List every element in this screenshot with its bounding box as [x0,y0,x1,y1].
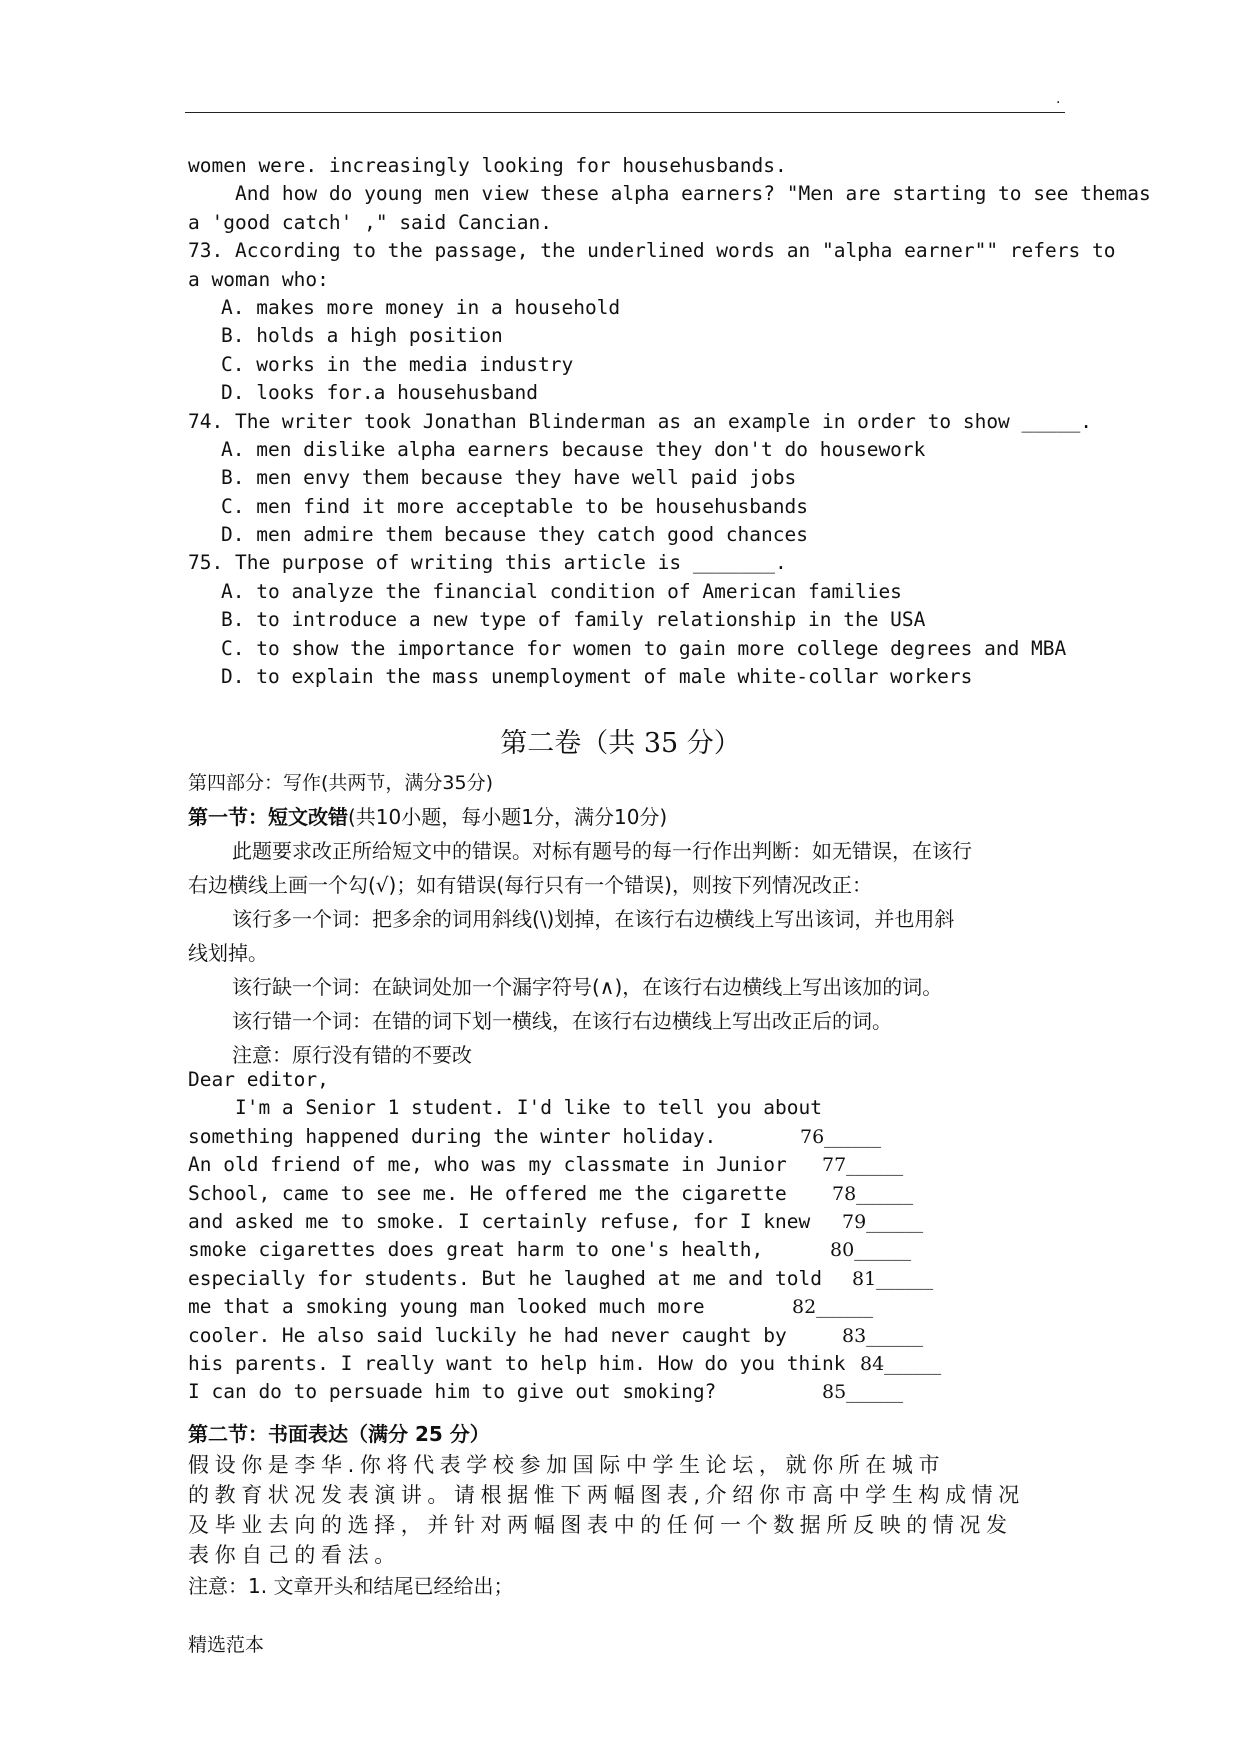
letter-text: me that a smoking young man looked much more [188,1295,705,1319]
instruction-line: 该行缺一个词：在缺词处加一个漏字符号(∧)，在该行右边横线上写出该加的词。 [232,975,943,999]
passage-line: a 'good catch' ," said Cancian. [188,210,552,234]
letter-line [188,1208,1068,1236]
letter-text: School, came to see me. He offered me the cigarette [188,1181,787,1205]
letter-text: especially for students. But he laughed at me and told [188,1266,822,1290]
answer-blank-79[interactable]: 79______ [842,1210,924,1233]
letter-text: An old friend of me, who was my classmate in Junior [188,1153,787,1177]
question-74-option-a: A. men dislike alpha earners because they don't do housework [221,437,926,461]
instruction-line: 右边横线上画一个勾(√)；如有错误(每行只有一个错误)，则按下列情况改正： [188,873,872,897]
instruction-line: 该行多一个词：把多余的词用斜线(\)划掉，在该行右边横线上写出该词，并也用斜 [232,907,955,931]
section-one-heading [188,800,1068,834]
question-73-stem-cont: a woman who: [188,267,329,291]
letter-line [188,1151,1068,1179]
letter-line [188,1180,1068,1208]
letter-text: something happened during the winter holiday. [188,1124,717,1148]
letter-text: Dear editor, [188,1068,329,1091]
question-75-option-d: D. to explain the mass unemployment of male white-collar workers [221,665,973,689]
letter-text: cooler. He also said luckily he had never caught by [188,1323,787,1347]
question-73-option-d: D. looks for.a househusband [221,381,538,405]
letter-text: and asked me to smoke. I certainly refuse, for I knew [188,1209,811,1233]
question-75-option-b: B. to introduce a new type of family relationship in the USA [221,608,926,632]
part-two-title: 第二卷（共 35 分） [500,728,741,759]
question-74-option-b: B. men envy them because they have well paid jobs [221,466,797,490]
written-expression-section [188,1418,1068,1602]
section-one-heading-bold: 第一节：短文改错 [188,805,348,829]
answer-blank-84[interactable]: 84______ [860,1352,942,1375]
passage-line: And how do young men view these alpha earners? "Men are starting to see themas [188,182,1151,206]
letter-line [188,1265,1068,1293]
question-75-option-a: A. to analyze the financial condition of American families [221,579,902,603]
answer-blank-77[interactable]: 77______ [822,1154,904,1177]
instruction-line: 注意：原行没有错的不要改 [232,1043,472,1067]
letter-text: his parents. I really want to help him. How do you think [188,1351,846,1375]
letter-text: I'm a Senior 1 student. I'd like to tell you about [188,1096,822,1120]
question-75-option-c: C. to show the importance for women to gain more college degrees and MBA [221,636,1067,660]
section-two-heading: 第二节：书面表达（满分 25 分） [188,1422,490,1446]
letter-text: smoke cigarettes does great harm to one's health, [188,1238,764,1262]
letter-line [188,1378,1068,1406]
letter-line [188,1350,1068,1378]
letter-line [188,1322,1068,1350]
question-73-option-b: B. holds a high position [221,324,503,348]
question-75-stem: 75. The purpose of writing this article is _______. [188,551,787,575]
passage-line: women were. increasingly looking for househusbands. [188,154,787,177]
answer-blank-82[interactable]: 82______ [792,1296,874,1319]
question-73-stem: 73. According to the passage, the underlined words an "alpha earner"" refers to [188,239,1116,263]
answer-blank-81[interactable]: 81______ [852,1267,934,1290]
header-dot: . [1056,91,1061,107]
question-73-option-c: C. works in the media industry [221,352,574,376]
answer-blank-78[interactable]: 78______ [832,1182,914,1205]
letter-line [188,1094,1068,1122]
letter-line [188,1236,1068,1264]
footer-label: 精选范本 [188,1634,265,1656]
question-74-option-d: D. men admire them because they catch good chances [221,523,808,547]
letter-text: I can do to persuade him to give out smoking? [188,1380,717,1404]
task-line: 的教育状况发表演讲。请根据惟下两幅图表,介绍你市高中学生构成情况 [188,1483,1025,1507]
section-one-heading-rest: (共10小题，每小题1分，满分10分) [348,805,668,829]
question-73-option-a: A. makes more money in a household [221,295,621,319]
instruction-line: 线划掉。 [188,941,268,965]
letter-line [188,1123,1068,1151]
answer-blank-76[interactable]: 76______ [800,1125,882,1148]
task-line: 及毕业去向的选择，并针对两幅图表中的任何一个数据所反映的情况发 [188,1513,1013,1537]
part-four-heading: 第四部分：写作(共两节，满分35分) [188,772,494,794]
question-74-stem: 74. The writer took Jonathan Blinderman as an example in order to show _____. [188,409,1092,433]
instruction-line: 此题要求改正所给短文中的错误。对标有题号的每一行作出判断：如无错误，在该行 [232,839,972,863]
letter-line [188,1066,1068,1094]
answer-blank-83[interactable]: 83______ [842,1324,924,1347]
question-74-option-c: C. men find it more acceptable to be househusbands [221,494,808,518]
letter-line [188,1293,1068,1321]
task-line: 假设你是李华.你将代表学校参加国际中学生论坛，就你所在城市 [188,1453,946,1477]
instruction-line: 该行错一个词：在错的词下划一横线，在该行右边横线上写出改正后的词。 [232,1009,892,1033]
answer-blank-85[interactable]: 85______ [822,1381,904,1404]
writing-instructions [188,766,1068,1072]
error-correction-letter [188,1066,1068,1407]
task-note: 注意：1. 文章开头和结尾已经给出； [188,1574,514,1598]
answer-blank-80[interactable]: 80______ [830,1239,912,1262]
reading-passage [188,152,1151,691]
task-line: 表你自己的看法。 [188,1543,401,1567]
header-rule [185,112,1065,113]
